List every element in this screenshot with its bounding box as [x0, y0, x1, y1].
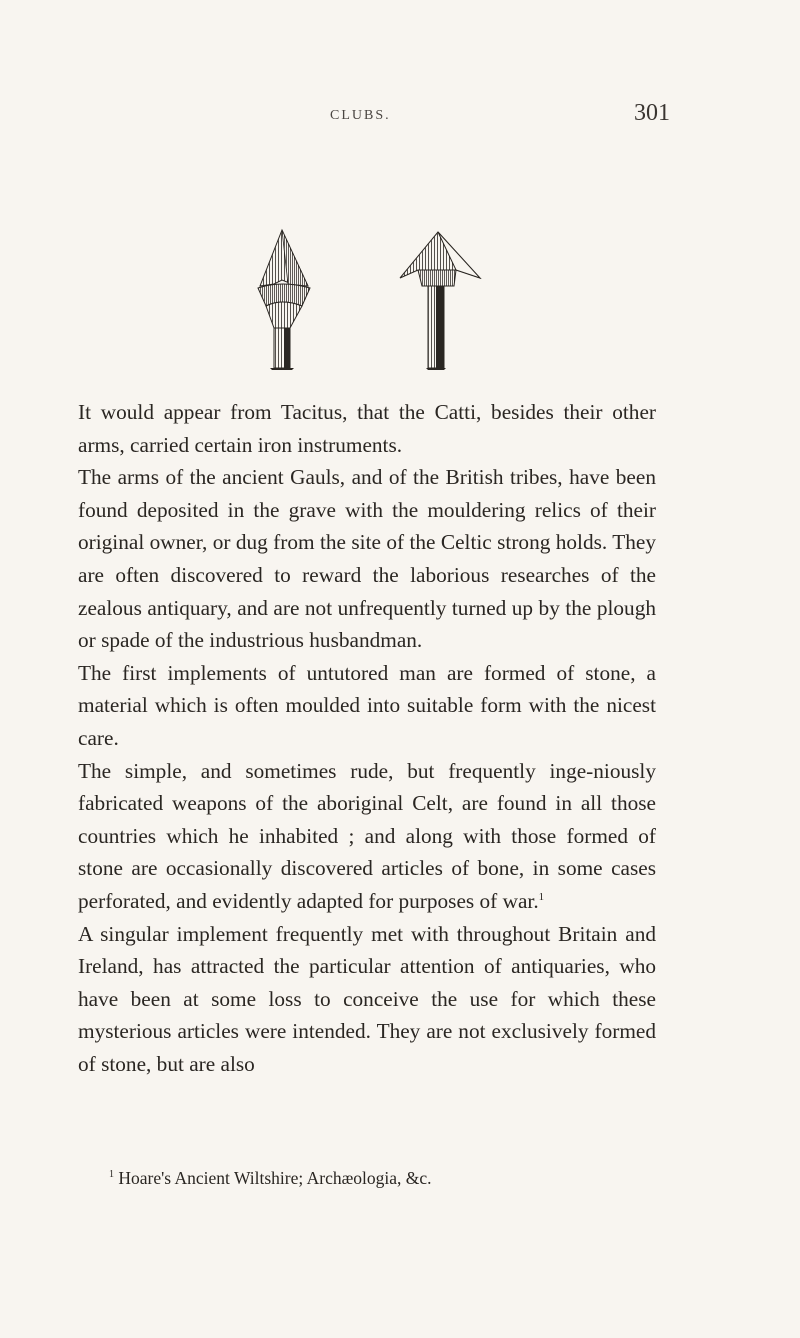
paragraph: The arms of the ancient Gauls, and of the British tribes, have been found deposited in the grave with the mouldering relics of their original owner, or dug from the site of the Celtic strong holds. They are often discovered to reward the laborious researches of the zealous antiquary, and are not unfrequently turned up by the plough or spade of the industrious husbandman.: [78, 465, 656, 653]
left-club-head-icon: [258, 230, 310, 370]
footnote: [109, 1167, 669, 1189]
body-text: [78, 396, 656, 1080]
stone-club-heads-illustration-icon: [230, 228, 530, 378]
running-head: CLUBS.: [330, 108, 391, 123]
paragraph-with-footnote: [78, 755, 656, 918]
footnote-reference[interactable]: 1: [538, 890, 545, 903]
page-number: 301: [634, 100, 670, 126]
paragraph: The first implements of untutored man are formed of stone, a material which is often moulded into suitable form with the nicest care.: [78, 660, 656, 750]
paragraph: A singular implement frequently met with throughout Britain and Ireland, has attracted the particular attention of antiquaries, who have been at some loss to conceive the use for which these mysterious articles were intended. They are not exclusively formed of stone, but are also: [78, 921, 656, 1076]
paragraph-text: The simple, and sometimes rude, but frequently inge-niously fabricated weapons of the aboriginal Celt, are found in all those countries which he inhabited ; and along with those formed of stone are occasionally discovered articles of bone, in some cases perforated, and evidently adapted for purposes of war.: [78, 758, 656, 913]
paragraph: It would appear from Tacitus, that the Catti, besides their other arms, carried certain iron instruments.: [78, 400, 656, 457]
footnote-text: Hoare's Ancient Wiltshire; Archæologia, &c.: [118, 1168, 432, 1188]
footnote-marker: 1: [109, 1169, 114, 1181]
right-club-head-icon: [400, 232, 480, 370]
